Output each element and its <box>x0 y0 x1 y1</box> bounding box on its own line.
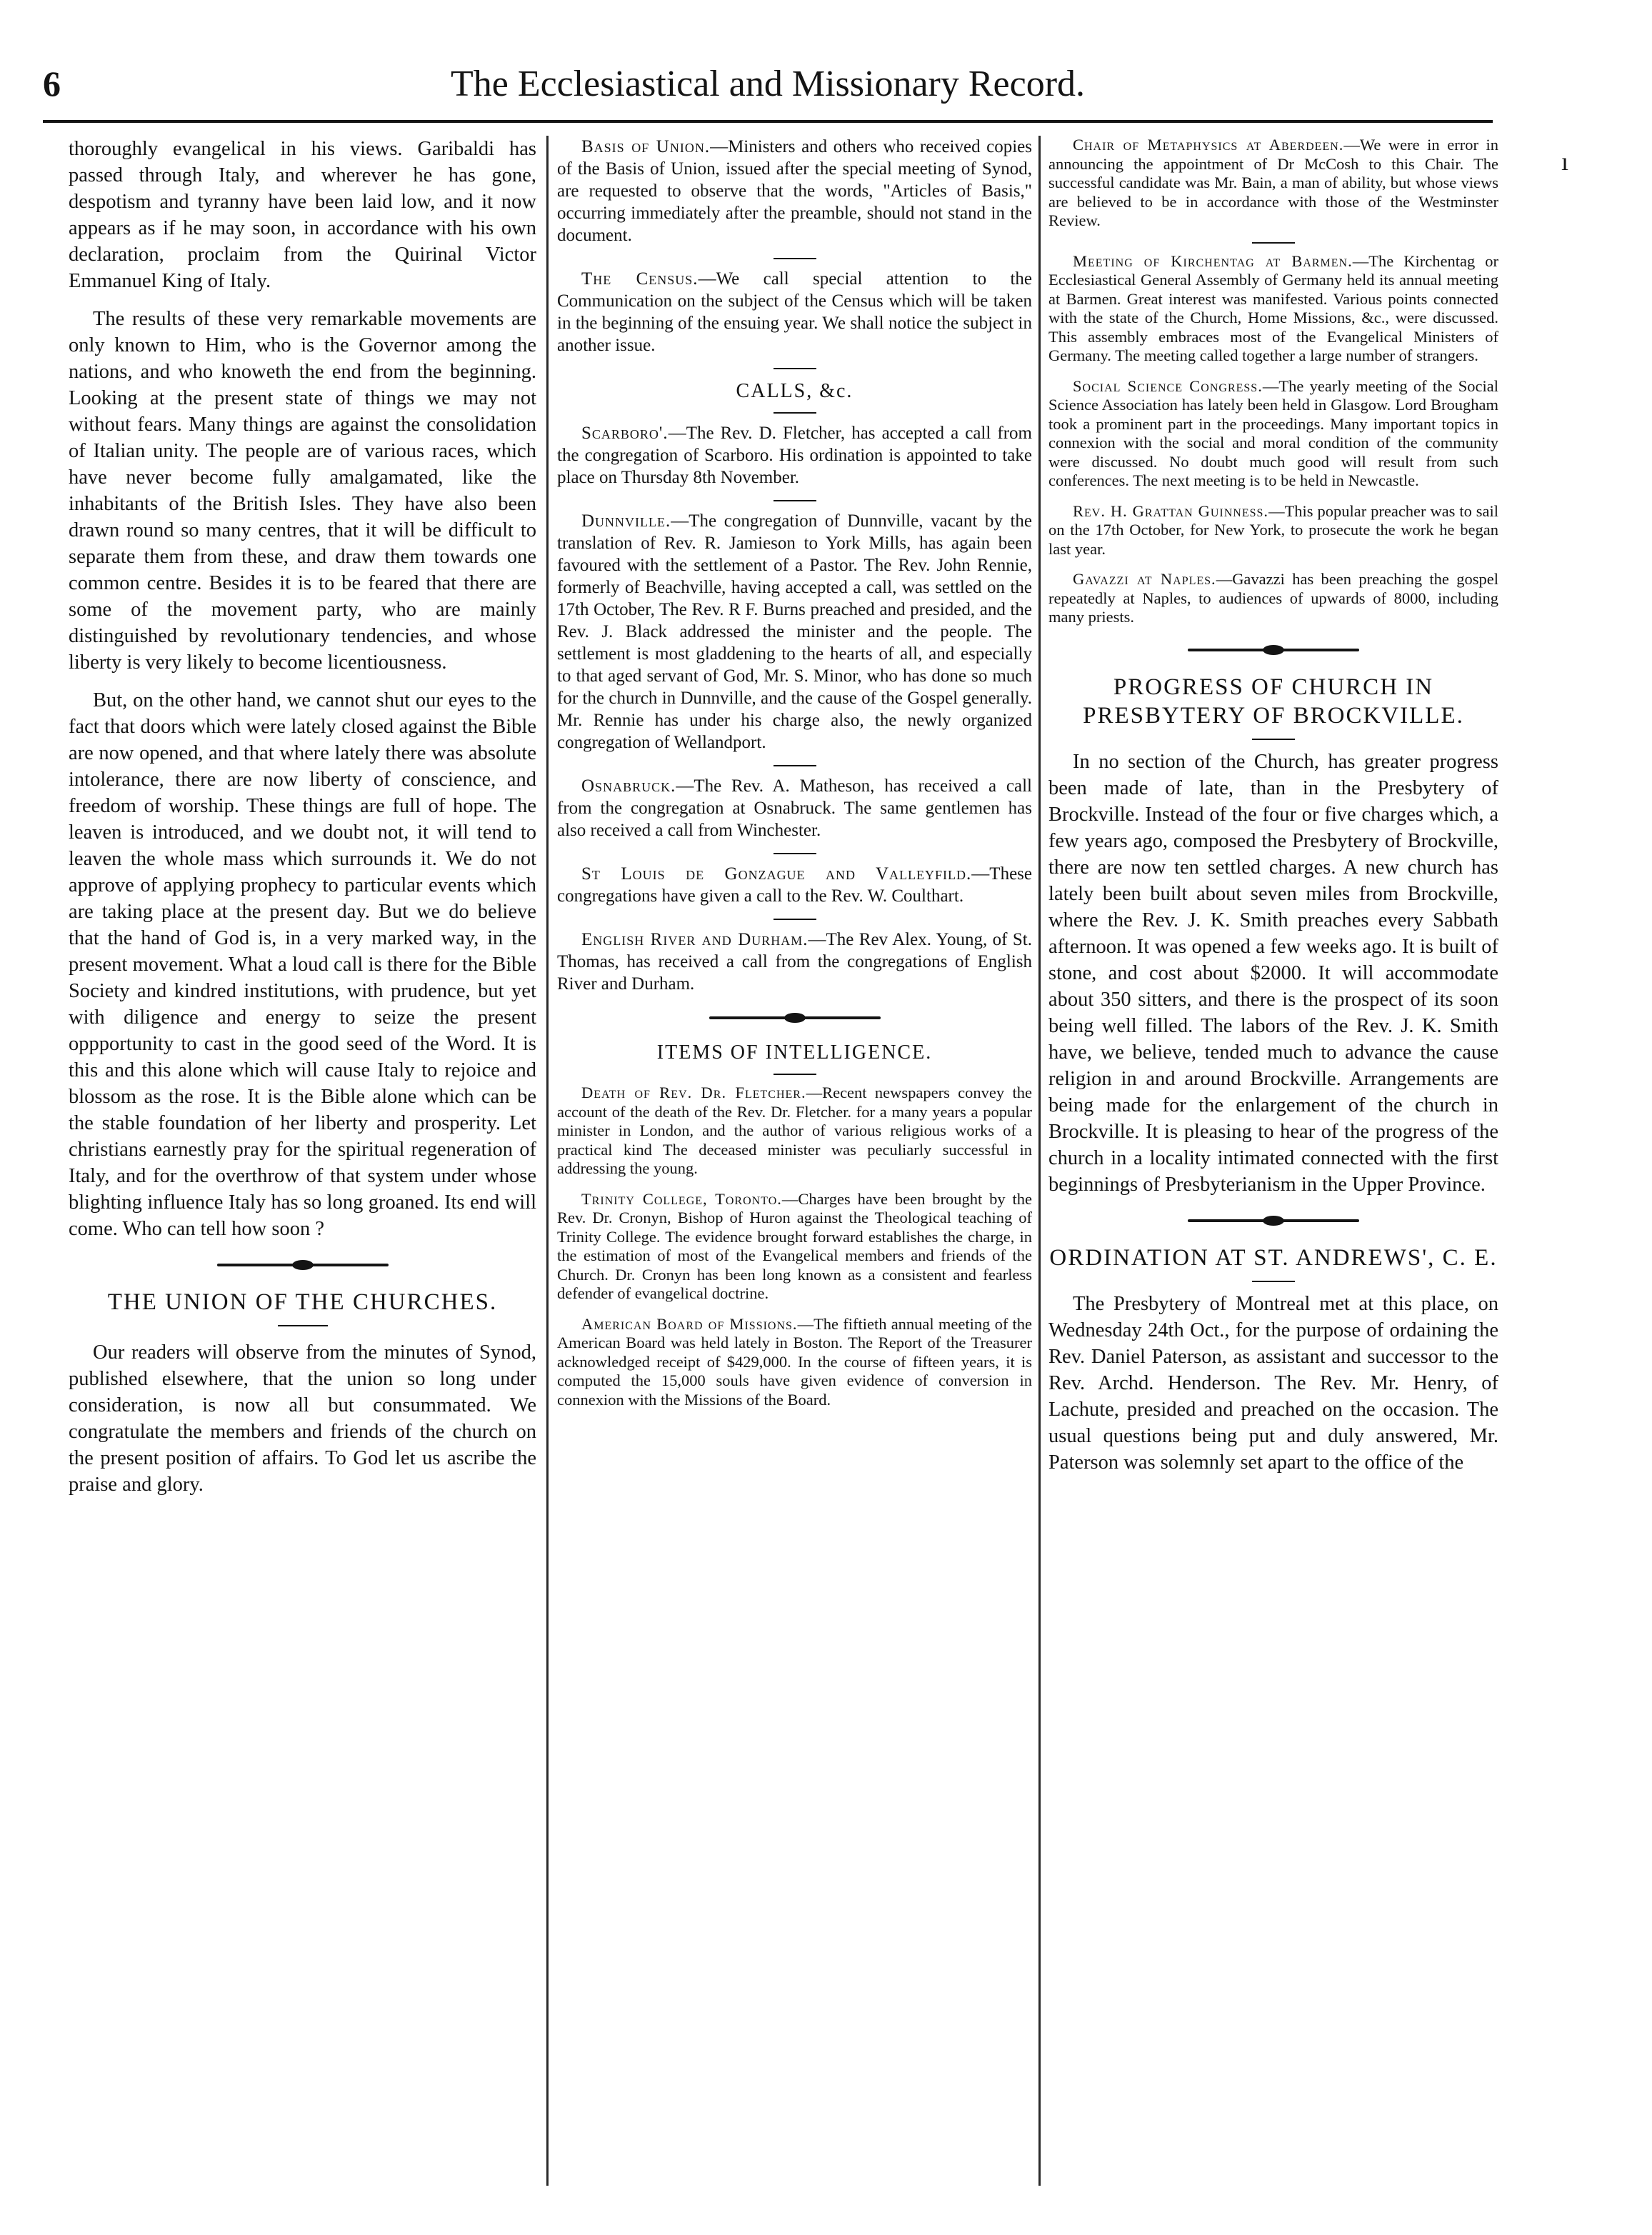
item-heading: Basis of Union. <box>581 137 711 156</box>
ornament-divider <box>217 1264 389 1266</box>
item-body: —We call special attention to the Communication on the subject of the Census which will be taken in the beginning of the ensuing year. We shall notice the subject in another issue. <box>557 269 1032 355</box>
item-american-board <box>557 1315 1032 1410</box>
column-divider-1 <box>546 136 549 2186</box>
heading-union-of-churches: THE UNION OF THE CHURCHES. <box>107 1289 498 1315</box>
short-rule <box>774 258 816 259</box>
item-gavazzi <box>1048 570 1498 627</box>
short-rule <box>774 765 816 766</box>
short-rule <box>774 412 816 414</box>
item-trinity-college <box>557 1190 1032 1304</box>
page-number: 6 <box>43 64 61 104</box>
item-body: —These congregations have given a call to the Rev. W. Coulthart. <box>557 864 1032 906</box>
item-body: —Gavazzi has been preaching the gospel repeatedly at Naples, to audiences of upwards of 8000, including many priests. <box>1048 570 1498 626</box>
italy-paragraph-1: thoroughly evangelical in his views. Garibaldi has passed through Italy, and wherever he has gone, despotism and tyranny have been laid low, and it now appears as if he may soon, in accordance with his own declaration, proclaim from the Quirinal Victor Emmanuel King of Italy. <box>69 138 536 292</box>
item-body: —The congregation of Dunnville, vacant by the translation of Rev. R. Jamieson to York Mills, has again been favoured with the settlement of a Pastor. The Rev. John Rennie, formerly of Beachville, having accepted a call, was settled on the 17th October, The Rev. R F. Burns preached and presided, and the Rev. J. Black addressed the minister and the people. The settlement is most gladdening to the hearts of all, and especially to that aged servant of God, Mr. S. Minor, who has done so much for the church in Dunnville, and the cause of the Gospel generally. Mr. Rennie has under his charge also, the newly organized congregation of Wellandport. <box>557 511 1032 752</box>
short-rule <box>1252 1281 1295 1282</box>
item-body: —We were in error in announcing the appointment of Dr McCosh to this Chair. The successful candidate was Mr. Bain, a man of ability, but whose views are believed to be in accordance with those of the Westminster Review. <box>1048 136 1498 229</box>
column-divider-2 <box>1038 136 1041 2186</box>
item-body: —The Kirchentag or Ecclesiastical General Assembly of Germany held its annual meeting at Barmen. Great interest was manifested. Various points connected with the state of the Church, Home Missions, &c., were discussed. This assembly embraces most of the Evangelical Ministers of Germany. The meeting called together a large number of strangers. <box>1048 251 1498 364</box>
item-heading: Gavazzi at Naples. <box>1073 570 1216 588</box>
item-heading: Social Science Congress. <box>1073 376 1263 395</box>
item-social-science <box>1048 377 1498 491</box>
short-rule <box>278 1325 328 1326</box>
item-heading: Trinity College, Toronto. <box>581 1189 782 1208</box>
item-body: —The yearly meeting of the Social Science Association has lately been held in Glasgow. Lord Brougham took a prominent part in the proceedings. Many important topics in connexion with the social and moral condition of the community were discussed. No doubt much good will result from such conferences. The next meeting is to be held in Newcastle. <box>1048 376 1498 489</box>
column-1 <box>69 136 536 1509</box>
item-chair-of-metaphysics <box>1048 136 1498 231</box>
item-basis-of-union <box>557 136 1032 246</box>
item-english-river <box>557 929 1032 995</box>
item-st-louis <box>557 863 1032 907</box>
item-dunnville <box>557 510 1032 754</box>
short-rule <box>774 1074 816 1075</box>
italy-paragraph-3: But, on the other hand, we cannot shut our eyes to the fact that doors which were lately closed against the Bible are now opened, and that where lately there was absolute intolerance, there are now liberty of conscience, and freedom of worship. These things are full of hope. The leaven is introduced, and we doubt not, it will tend to leaven the whole mass which surrounds it. We do not approve of applying prophecy to particular events which are taking place at the present day. But we do believe that the hand of God is, in a very marked way, in the present movement. What a loud call is there for the Bible Society and kindred institutions, with prudence, but yet with diligence and energy to seize the present oppportunity to cast in the good seed of the Word. It is this and this alone which will cause Italy to rejoice and blossom as the rose. It is the Bible alone which can be the stable foundation of her liberty and prosperity. Let christians earnestly pray for the spiritual regeneration of Italy, and for the overthrow of that system under whose blighting influence Italy has so long groaned. Its end will come. Who can tell how soon ? <box>69 689 536 1240</box>
heading-calls: CALLS, &c. <box>736 380 853 402</box>
ornament-divider <box>1188 649 1359 651</box>
item-heading: English River and Durham. <box>581 930 809 949</box>
short-rule <box>774 500 816 501</box>
item-scarboro <box>557 422 1032 489</box>
ornament-divider <box>1188 1219 1359 1222</box>
column-3 <box>1048 136 1498 1487</box>
column-2 <box>557 136 1032 1421</box>
item-body: —Recent newspapers convey the account of the death of the Rev. Dr. Fletcher. for a many years a popular minister in London, and the author of various religious works of a practical kind The deceased minister was peculiarly successful in addressing the young. <box>557 1084 1032 1177</box>
short-rule <box>774 368 816 369</box>
italy-paragraph-2: The results of these very remarkable movements are only known to Him, who is the Governor among the nations, and who knoweth the end from the beginning. Looking at the present state of things we may not without fears. Many things are against the consolidation of Italian unity. The people are of various races, which have never become fully amalgamated, like the inhabitants of the British Isles. They have also been drawn round so many centres, that it will be difficult to separate them from these, and draw them towards one common centre. Besides it is to be feared that there are some of the movement party, who are mainly distinguished by revolutionary tendencies, and whose liberty is very likely to become licentiousness. <box>69 308 536 674</box>
item-heading: The Census. <box>581 269 699 289</box>
short-rule <box>1252 242 1295 244</box>
item-osnabruck <box>557 775 1032 841</box>
item-body: —Ministers and others who received copies of the Basis of Union, issued after the special meeting of Synod, are requested to observe that the words, "Articles of Basis," occurring immediately after the preamble, should not stand in the document. <box>557 137 1032 245</box>
page-header <box>43 63 1493 114</box>
item-body: —The fiftieth annual meeting of the American Board was held lately in Boston. The Report of the Treasurer acknowledged receipt of $429,000. In the course of fifteen years, it is computed the 15,000 souls have given evidence of conversion in connexion with the Missions of the Board. <box>557 1314 1033 1409</box>
ornament-divider <box>709 1016 881 1019</box>
margin-mark: ı <box>1561 147 1569 176</box>
union-paragraph: Our readers will observe from the minutes of Synod, published elsewhere, that the union so long under consideration, is now all but consummated. We congratulate the members and friends of the church on the present position of affairs. To God let us ascribe the praise and glory. <box>69 1341 536 1496</box>
item-heading: St Louis de Gonzague and Valleyfild. <box>581 864 972 884</box>
item-heading: Dunnville. <box>581 511 671 531</box>
item-census <box>557 268 1032 356</box>
short-rule <box>1252 739 1295 740</box>
progress-paragraph: In no section of the Church, has greater progress been made of late, than in the Presbytery of Brockville. Instead of the four or five charges which, a few years ago, composed the Presbytery of Brockville, there are now ten settled charges. A new church has lately been built about seven miles from Brockville, where the Rev. J. K. Smith preaches every Sabbath afternoon. It was opened a few weeks ago. It is built of stone, and cost about $2000. It will accommodate about 350 sitters, and there is the prospect of its soon being well filled. The labors of the Rev. J. K. Smith have, we believe, tended much to advance the cause religion in and around Brockville. Arrangements are being made for the enlargement of the church in Brockville. It is pleasing to hear of the progress of the church in a locality intimated connected with the first beginnings of Presbyterianism in the Upper Province. <box>1048 750 1498 1196</box>
item-guinness <box>1048 502 1498 559</box>
item-heading: Meeting of Kirchentag at Barmen. <box>1073 251 1353 270</box>
heading-items-of-intelligence: ITEMS OF INTELLIGENCE. <box>656 1041 933 1064</box>
item-body: —The Rev. A. Matheson, has received a call from the congregation at Osnabruck. The same gentlemen has also received a call from Winchester. <box>557 776 1032 840</box>
header-rule <box>43 120 1493 123</box>
item-heading: Rev. H. Grattan Guinness. <box>1073 501 1269 520</box>
item-body: —The Rev Alex. Young, of St. Thomas, has received a call from the congregations of English River and Durham. <box>557 930 1032 994</box>
item-heading: Death of Rev. Dr. Fletcher. <box>581 1084 806 1101</box>
item-death-fletcher <box>557 1084 1032 1179</box>
item-heading: Scarboro'. <box>581 424 669 443</box>
ordination-paragraph: The Presbytery of Montreal met at this place, on Wednesday 24th Oct., for the purpose of ordaining the Rev. Daniel Paterson, as assistant and successor to the Rev. Archd. Henderson. The Rev. Mr. Henry, of Lachute, presided and preached on the occasion. The usual questions being put and duly answered, Mr. Paterson was solemnly set apart to the office of the <box>1048 1292 1498 1474</box>
item-heading: Chair of Metaphysics at Aberdeen. <box>1073 136 1344 154</box>
short-rule <box>774 853 816 854</box>
heading-progress-brockville: PROGRESS OF CHURCH IN PRESBYTERY OF BROCKVILLE. <box>1083 674 1464 729</box>
item-body: —This popular preacher was to sail on the 17th October, for New York, to prosecute the work he began last year. <box>1048 501 1498 558</box>
item-body: —The Rev. D. Fletcher, has accepted a call from the congregation of Scarboro. His ordination is appointed to take place on Thursday 8th November. <box>557 424 1032 487</box>
page-title: The Ecclesiastical and Missionary Record. <box>450 64 1086 104</box>
item-heading: Osnabruck. <box>581 776 676 796</box>
item-body: —Charges have been brought by the Rev. Dr. Cronyn, Bishop of Huron against the Theological teaching of Trinity College. The evidence brought forward establishes the charge, in the estimation of most of the Evangelical members and friends of the Church. Dr. Cronyn has been long known as a consistent and fearless defender of evangelical doctrine. <box>557 1189 1032 1302</box>
heading-ordination: ORDINATION AT ST. ANDREWS', C. E. <box>1049 1244 1498 1271</box>
short-rule <box>774 919 816 920</box>
item-heading: American Board of Missions. <box>581 1314 798 1333</box>
item-kirchentag <box>1048 252 1498 366</box>
